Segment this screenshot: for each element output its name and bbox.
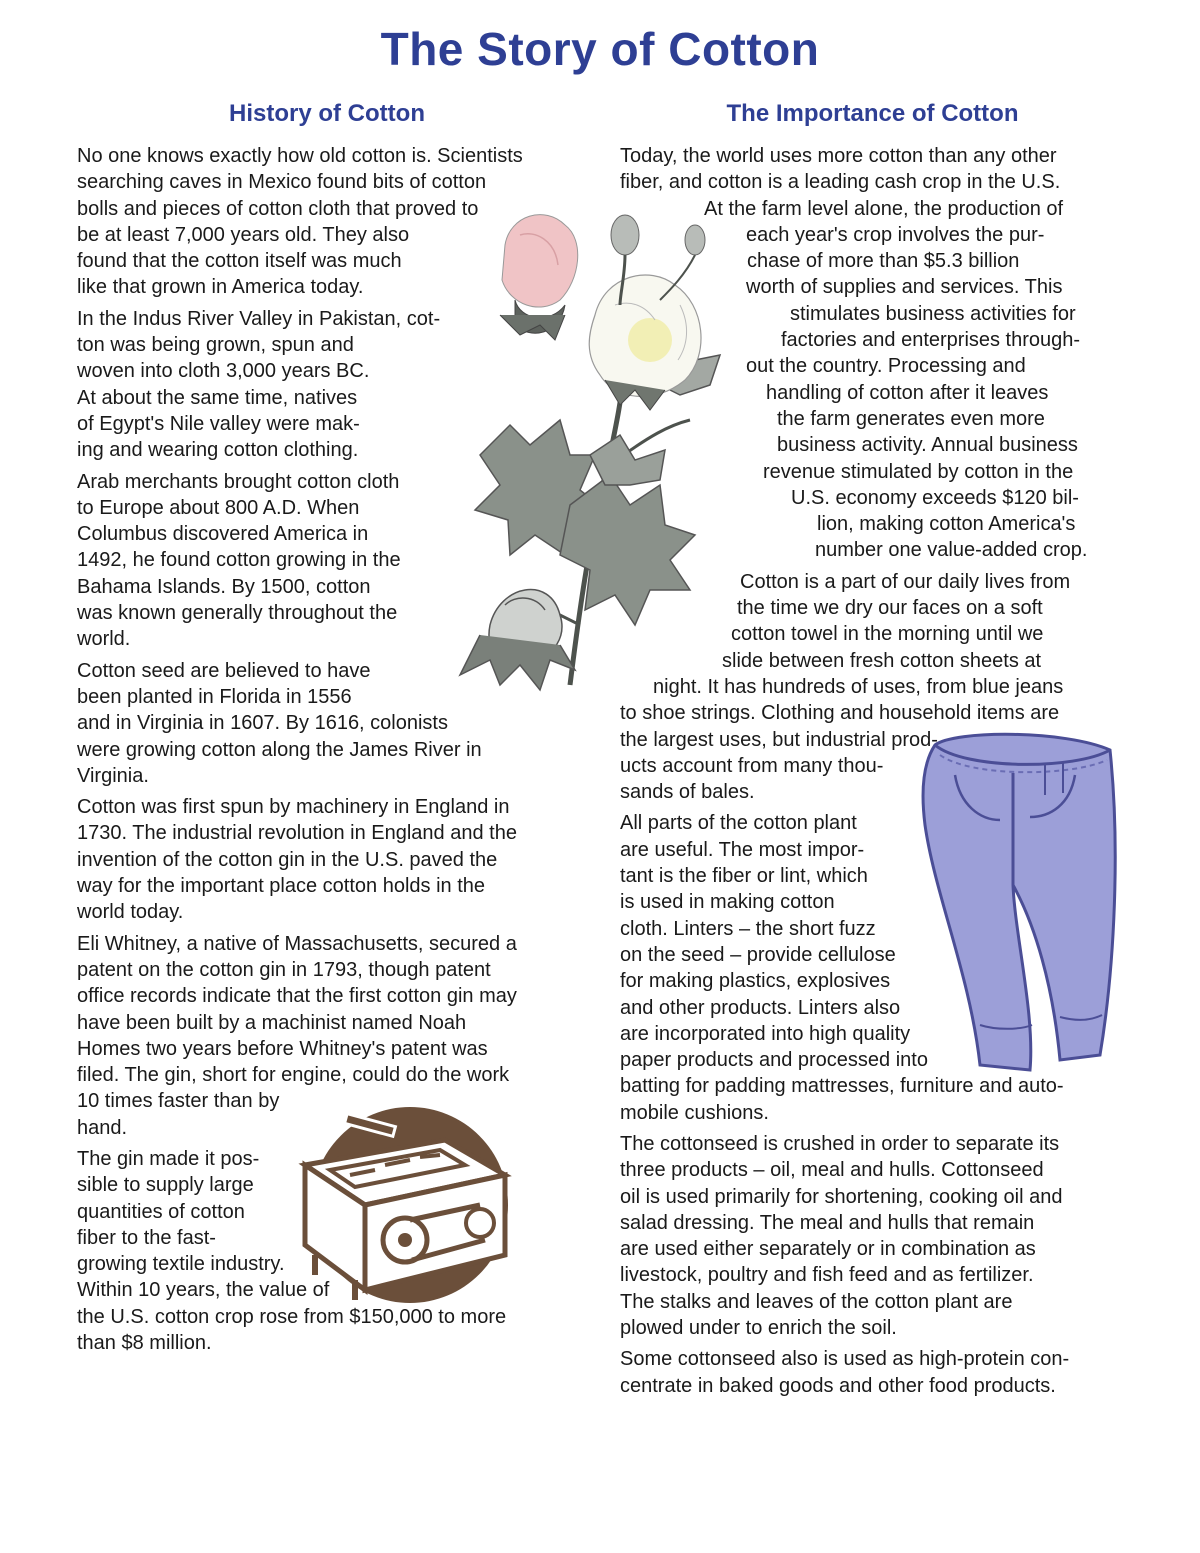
text-line: The gin made it pos- [77, 1147, 260, 1170]
paragraph [77, 658, 523, 789]
text-line: handling of cotton after it leaves [766, 381, 1049, 404]
text-line: No one knows exactly how old cotton is. Scientists [77, 145, 523, 167]
text-line: 10 times faster than by [77, 1090, 280, 1113]
text-line: to Europe about 800 A.D. When [77, 496, 360, 519]
text-line: tant is the fiber or lint, which [620, 865, 868, 888]
text-line: filed. The gin, short for engine, could do the work [77, 1064, 510, 1087]
text-line: Today, the world uses more cotton than any other [620, 145, 1057, 167]
text-line: is used in making cotton [620, 891, 835, 914]
paragraph [77, 306, 523, 464]
text-line: Cotton seed are believed to have [77, 659, 371, 682]
text-line: chase of more than $5.3 billion [747, 250, 1020, 273]
paragraph [77, 931, 523, 1141]
text-line: batting for padding mattresses, furniture and auto- [620, 1075, 1064, 1098]
text-line: was known generally throughout the [77, 602, 398, 625]
paragraph [620, 569, 1087, 806]
text-line: are used either separately or in combination as [620, 1238, 1036, 1261]
text-line: livestock, poultry and fish feed and as fertilizer. [620, 1264, 1034, 1287]
text-line: 1730. The industrial revolution in England and the [77, 822, 517, 845]
text-line: the time we dry our faces on a soft [737, 597, 1043, 620]
text-line: office records indicate that the first cotton gin may [77, 985, 517, 1008]
text-line: centrate in baked goods and other food products. [620, 1374, 1056, 1397]
text-line: of Egypt's Nile valley were mak- [77, 412, 360, 435]
text-line: were growing cotton along the James River in [77, 738, 482, 761]
text-line: been planted in Florida in 1556 [77, 685, 352, 708]
text-line: out the country. Processing and [746, 355, 1026, 378]
text-line: ing and wearing cotton clothing. [77, 439, 359, 462]
text-line: growing textile industry. [77, 1253, 285, 1276]
text-line: U.S. economy exceeds $120 bil- [791, 486, 1079, 509]
text-line: business activity. Annual business [777, 434, 1078, 457]
text-line: patent on the cotton gin in 1793, though patent [77, 958, 491, 981]
paragraph [77, 1146, 523, 1356]
text-line: fiber, and cotton is a leading cash crop in the U.S. [620, 171, 1061, 194]
text-line: stimulates business activities for [790, 302, 1076, 325]
page-title: The Story of Cotton [380, 23, 820, 75]
text-line: ton was being grown, spun and [77, 334, 354, 357]
text-line: the largest uses, but industrial prod- [620, 728, 938, 751]
text-line: ucts account from many thou- [620, 754, 884, 777]
text-line: hand. [77, 1116, 128, 1139]
text-line: for making plastics, explosives [620, 970, 891, 993]
text-line: Eli Whitney, a native of Massachusetts, secured a [77, 932, 517, 955]
text-line: salad dressing. The meal and hulls that remain [620, 1211, 1035, 1234]
text-line: the farm generates even more [777, 407, 1045, 430]
text-line: way for the important place cotton holds in the [77, 875, 486, 898]
text-line: worth of supplies and services. This [746, 276, 1063, 299]
paragraph [620, 1346, 1087, 1399]
text-line: invention of the cotton gin in the U.S. paved the [77, 848, 498, 871]
text-line: paper products and processed into [620, 1049, 928, 1072]
text-line: sands of bales. [620, 781, 755, 804]
text-line: three products – oil, meal and hulls. Cottonseed [620, 1159, 1044, 1182]
paragraph [620, 1131, 1087, 1341]
text-line: woven into cloth 3,000 years BC. [77, 360, 370, 383]
text-line: The cottonseed is crushed in order to separate its [620, 1132, 1060, 1155]
text-line: and other products. Linters also [620, 996, 901, 1019]
text-line: cotton towel in the morning until we [731, 623, 1044, 646]
text-line: have been built by a machinist named Noah [77, 1011, 467, 1034]
text-line: on the seed – provide cellulose [620, 943, 896, 966]
text-line: quantities of cotton [77, 1200, 245, 1223]
text-line: Bahama Islands. By 1500, cotton [77, 575, 371, 598]
text-line: oil is used primarily for shortening, cooking oil and [620, 1185, 1063, 1208]
text-line: bolls and pieces of cotton cloth that proved to [77, 197, 479, 220]
text-line: 1492, he found cotton growing in the [77, 549, 401, 572]
text-line: Cotton was first spun by machinery in England in [77, 796, 510, 819]
text-line: each year's crop involves the pur- [746, 223, 1045, 246]
text-line: to shoe strings. Clothing and household items are [620, 702, 1060, 725]
text-line: like that grown in America today. [77, 276, 364, 299]
text-line: lion, making cotton America's [817, 513, 1076, 536]
paragraph [77, 469, 523, 653]
text-line: Arab merchants brought cotton cloth [77, 470, 400, 493]
text-line: be at least 7,000 years old. They also [77, 223, 410, 246]
paragraph [620, 810, 1087, 1126]
text-line: factories and enterprises through- [781, 329, 1081, 352]
text-line: revenue stimulated by cotton in the [763, 460, 1074, 483]
text-line: are incorporated into high quality [620, 1022, 911, 1045]
text-line: are useful. The most impor- [620, 838, 865, 861]
text-line: In the Indus River Valley in Pakistan, cot- [77, 307, 441, 330]
text-line: fiber to the fast- [77, 1226, 216, 1249]
text-line: world. [77, 628, 131, 651]
text-line: night. It has hundreds of uses, from blue jeans [653, 675, 1064, 698]
paragraph [620, 143, 1087, 564]
text-line: Cotton is a part of our daily lives from [740, 570, 1071, 593]
text-line: The stalks and leaves of the cotton plant are [620, 1290, 1013, 1313]
text-line: Virginia. [77, 764, 149, 787]
paragraph [77, 794, 523, 925]
text-line: mobile cushions. [620, 1101, 769, 1124]
left-column [77, 143, 523, 1361]
text-line: Columbus discovered America in [77, 523, 369, 546]
text-line: All parts of the cotton plant [620, 812, 857, 835]
text-line: number one value-added crop. [815, 539, 1088, 562]
text-line: Homes two years before Whitney's patent was [77, 1037, 488, 1060]
text-line: At about the same time, natives [77, 386, 358, 409]
text-line: the U.S. cotton crop rose from $150,000 to more [77, 1305, 507, 1328]
text-line: slide between fresh cotton sheets at [722, 649, 1042, 672]
text-line: plowed under to enrich the soil. [620, 1317, 897, 1340]
text-line: than $8 million. [77, 1332, 212, 1355]
text-line: Some cottonseed also is used as high-protein con- [620, 1348, 1070, 1371]
left-column-heading: History of Cotton [229, 100, 425, 127]
text-line: sible to supply large [77, 1174, 254, 1197]
right-column [620, 143, 1087, 1404]
paragraph [77, 143, 523, 301]
text-line: world today. [77, 901, 184, 924]
text-line: At the farm level alone, the production of [704, 197, 1064, 220]
text-line: searching caves in Mexico found bits of cotton [77, 171, 487, 194]
text-line: and in Virginia in 1607. By 1616, colonists [77, 712, 448, 735]
text-line: cloth. Linters – the short fuzz [620, 917, 876, 940]
text-line: Within 10 years, the value of [77, 1279, 330, 1302]
right-column-heading: The Importance of Cotton [726, 100, 1019, 127]
text-line: found that the cotton itself was much [77, 250, 402, 273]
